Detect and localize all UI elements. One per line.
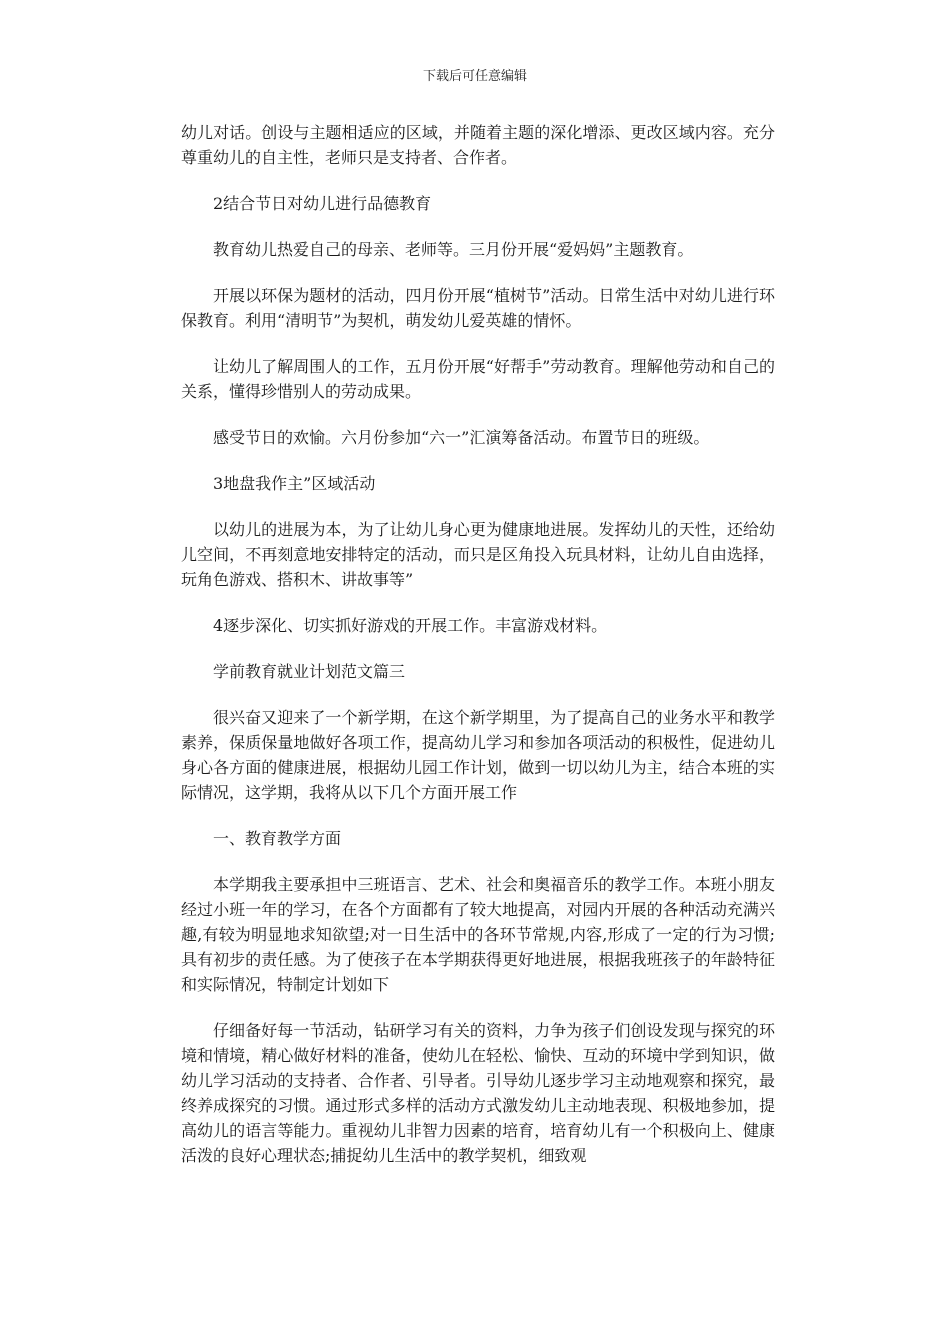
document-body [181,120,775,1189]
paragraph: 仔细备好每一节活动，钻研学习有关的资料，力争为孩子们创设发现与探究的环境和情境，精心做好材料的准备，使幼儿在轻松、愉快、互动的环境中学到知识，做幼儿学习活动的支持者、合作者、引导者。引导幼儿逐步学习主动地观察和探究，最终养成探究的习惯。通过形式多样的活动方式激发幼儿主动地表现、积极地参加，提高幼儿的语言等能力。重视幼儿非智力因素的培育，培育幼儿有一个积极向上、健康活泼的良好心理状态;捕捉幼儿生活中的教学契机，细致观 [181,1021,775,1165]
section-heading: 3地盘我作主”区域活动 [213,474,376,493]
section-heading: 2结合节日对幼儿进行品德教育 [213,194,432,213]
paragraph: 感受节日的欢愉。六月份参加“六一”汇演筹备活动。布置节日的班级。 [213,428,710,447]
paragraph: 让幼儿了解周围人的工作，五月份开展“好帮手”劳动教育。理解他劳动和自己的关系，懂得珍惜别人的劳动成果。 [181,357,775,401]
paragraph: 幼儿对话。创设与主题相适应的区域，并随着主题的深化增添、更改区域内容。充分尊重幼儿的自主性，老师只是支持者、合作者。 [181,123,775,167]
paragraph: 很兴奋又迎来了一个新学期，在这个新学期里，为了提高自己的业务水平和教学素养，保质保量地做好各项工作，提高幼儿学习和参加各项活动的积极性，促进幼儿身心各方面的健康进展，根据幼儿园工作计划，做到一切以幼儿为主，结合本班的实际情况，这学期，我将从以下几个方面开展工作 [181,708,775,802]
article-title: 学前教育就业计划范文篇三 [213,662,406,681]
page-header: 下载后可任意编辑 [422,69,527,84]
section-heading: 一、教育教学方面 [213,829,342,848]
paragraph: 以幼儿的进展为本，为了让幼儿身心更为健康地进展。发挥幼儿的天性，还给幼儿空间，不再刻意地安排特定的活动，而只是区角投入玩具材料，让幼儿自由选择，玩角色游戏、搭积木、讲故事等” [181,520,775,589]
paragraph: 本学期我主要承担中三班语言、艺术、社会和奥福音乐的教学工作。本班小朋友经过小班一年的学习，在各个方面都有了较大地提高，对园内开展的各种活动充满兴趣,有较为明显地求知欲望;对一日生活中的各环节常规,内容,形成了一定的行为习惯;具有初步的责任感。为了使孩子在本学期获得更好地进展，根据我班孩子的年龄特征和实际情况，特制定计划如下 [181,875,775,994]
paragraph: 教育幼儿热爱自己的母亲、老师等。三月份开展“爱妈妈”主题教育。 [213,240,694,259]
section-heading: 4逐步深化、切实抓好游戏的开展工作。丰富游戏材料。 [213,616,608,635]
paragraph: 开展以环保为题材的活动，四月份开展“植树节”活动。日常生活中对幼儿进行环保教育。利用“清明节”为契机，萌发幼儿爱英雄的情怀。 [181,286,775,330]
